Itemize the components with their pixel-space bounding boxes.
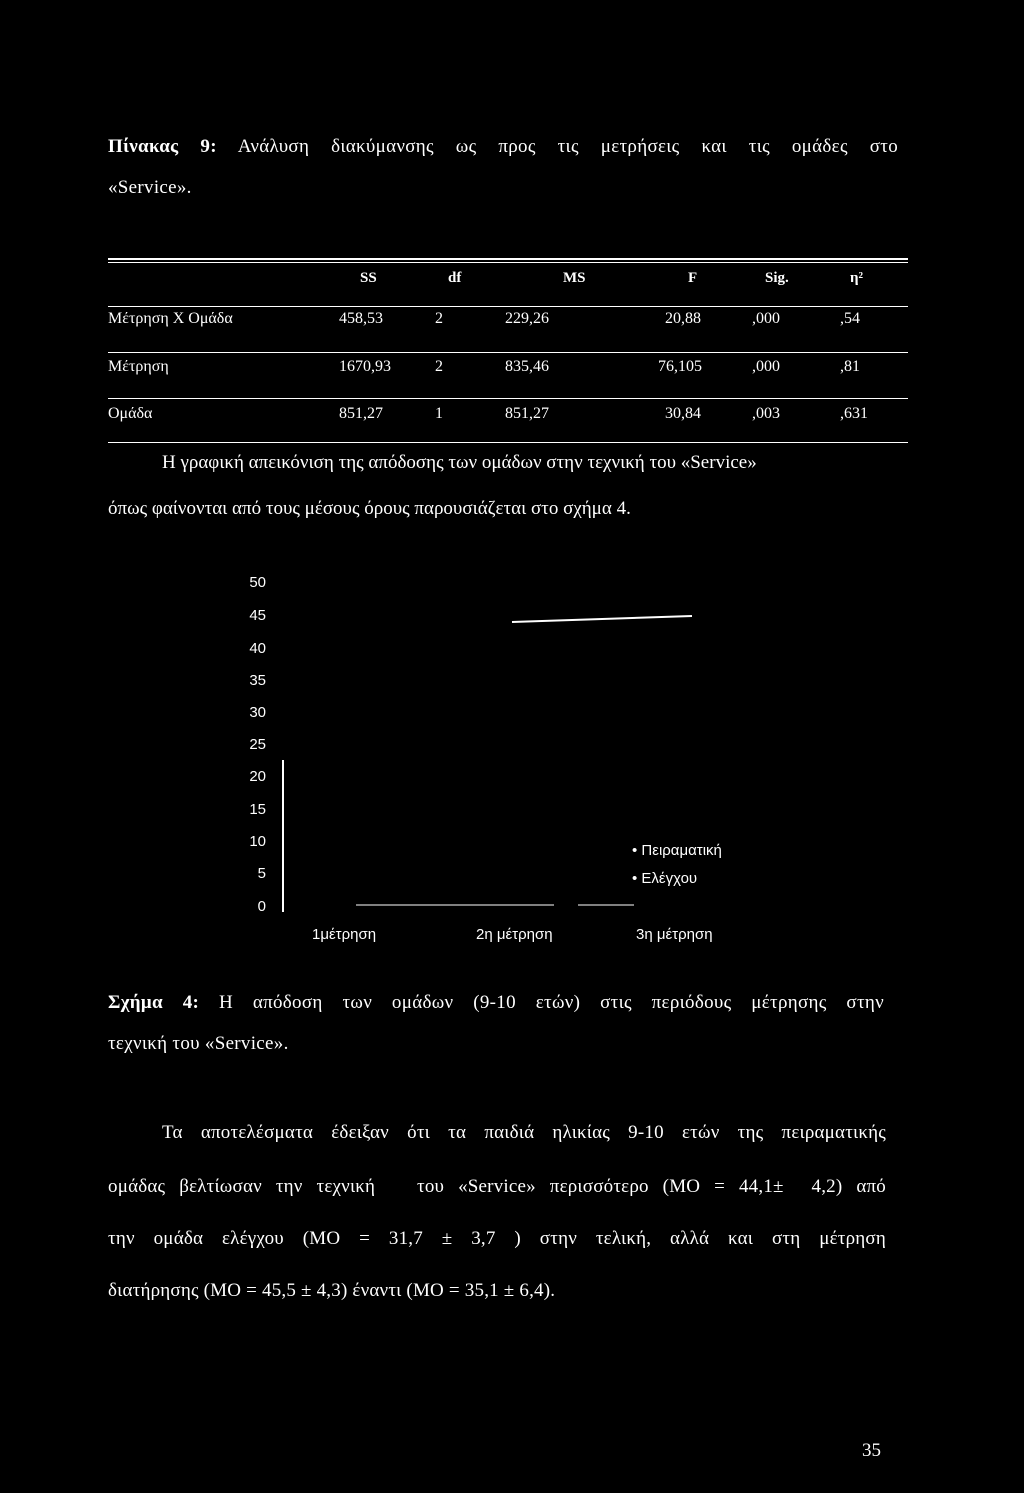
series-line-peiramatiki bbox=[512, 616, 692, 622]
cell-eta: ,631 bbox=[840, 405, 868, 422]
cell-df: 1 bbox=[435, 405, 443, 422]
header-f: F bbox=[688, 270, 698, 286]
intro-line1: Η γραφική απεικόνιση της απόδοσης των ομάδων στην τεχνική του «Service» bbox=[162, 452, 757, 473]
header-ms: MS bbox=[563, 270, 586, 286]
intro-line2: όπως φαίνονται από τους μέσους όρους παρουσιάζεται στο σχήμα 4. bbox=[108, 498, 631, 519]
page-number: 35 bbox=[862, 1440, 881, 1461]
table-top-rule-thin bbox=[108, 262, 908, 263]
cell-ss: 1670,93 bbox=[339, 358, 391, 375]
table-caption bbox=[108, 136, 898, 158]
table-row-rule bbox=[108, 398, 908, 399]
header-ss: SS bbox=[360, 270, 377, 286]
table-caption-text: Ανάλυση διακύμανσης ως προς τις μετρήσεις και τις ομάδες στο bbox=[237, 136, 898, 157]
cell-df: 2 bbox=[435, 310, 443, 327]
cell-ms: 229,26 bbox=[505, 310, 549, 327]
y-tick: 5 bbox=[257, 865, 266, 882]
figure-caption-text: Η απόδοση των ομάδων (9-10 ετών) στις περιόδους μέτρησης στην bbox=[218, 992, 885, 1013]
x-tick: 3η μέτρηση bbox=[636, 926, 713, 943]
x-tick: 1μέτρηση bbox=[312, 926, 377, 943]
figure-caption bbox=[108, 992, 884, 1014]
header-df: df bbox=[448, 270, 462, 286]
table-caption-line2: «Service». bbox=[108, 177, 192, 198]
row-label: Μέτρηση Χ Ομάδα bbox=[108, 310, 233, 327]
results-line3: την ομάδα ελέγχου (ΜΟ = 31,7 ± 3,7 ) στην τελική, αλλά και στη μέτρηση bbox=[108, 1228, 886, 1249]
y-tick: 40 bbox=[249, 640, 266, 657]
results-line1: Τα αποτελέσματα έδειξαν ότι τα παιδιά ηλικίας 9-10 ετών της πειραματικής bbox=[162, 1122, 886, 1143]
table-row-rule bbox=[108, 352, 908, 353]
table-top-rule bbox=[108, 258, 908, 260]
cell-f: 20,88 bbox=[665, 310, 701, 327]
cell-ms: 835,46 bbox=[505, 358, 549, 375]
anova-table bbox=[108, 250, 908, 445]
y-tick: 30 bbox=[249, 704, 266, 721]
row-label: Ομάδα bbox=[108, 405, 153, 422]
cell-ms: 851,27 bbox=[505, 405, 549, 422]
cell-sig: ,003 bbox=[752, 405, 780, 422]
results-line2: ομάδας βελτίωσαν την τεχνική του «Service» περισσότερο (ΜΟ = 44,1± 4,2) από bbox=[108, 1176, 886, 1197]
figure-caption-label: Σχήμα 4: bbox=[108, 992, 200, 1013]
header-sig: Sig. bbox=[765, 270, 789, 286]
results-line4: διατήρησης (ΜΟ = 45,5 ± 4,3) έναντι (ΜΟ = 35,1 ± 6,4). bbox=[108, 1280, 556, 1301]
y-tick: 20 bbox=[249, 768, 266, 785]
table-caption-label: Πίνακας 9: bbox=[108, 136, 217, 157]
y-tick: 15 bbox=[249, 801, 266, 818]
cell-f: 76,105 bbox=[658, 358, 702, 375]
y-tick: 25 bbox=[249, 736, 266, 753]
chart-canvas bbox=[236, 570, 796, 950]
x-tick: 2η μέτρηση bbox=[476, 926, 553, 943]
legend-item-elegxou: • Ελέγχου bbox=[632, 870, 698, 887]
figure-caption-line2: τεχνική του «Service». bbox=[108, 1033, 289, 1054]
y-tick: 10 bbox=[249, 833, 266, 850]
legend-label: Ελέγχου bbox=[641, 870, 698, 887]
row-label: Μέτρηση bbox=[108, 358, 169, 375]
y-tick: 35 bbox=[249, 672, 266, 689]
y-tick: 50 bbox=[249, 574, 266, 591]
cell-eta: ,54 bbox=[840, 310, 860, 327]
cell-ss: 458,53 bbox=[339, 310, 383, 327]
cell-df: 2 bbox=[435, 358, 443, 375]
cell-f: 30,84 bbox=[665, 405, 701, 422]
performance-chart bbox=[236, 570, 796, 950]
y-tick: 45 bbox=[249, 607, 266, 624]
cell-ss: 851,27 bbox=[339, 405, 383, 422]
legend-item-peiramatiki: • Πειραματική bbox=[632, 842, 722, 859]
header-eta: η² bbox=[850, 270, 864, 286]
y-tick: 0 bbox=[257, 898, 266, 915]
cell-sig: ,000 bbox=[752, 358, 780, 375]
table-header-rule bbox=[108, 306, 908, 307]
cell-sig: ,000 bbox=[752, 310, 780, 327]
table-bottom-rule bbox=[108, 442, 908, 443]
cell-eta: ,81 bbox=[840, 358, 860, 375]
legend-label: Πειραματική bbox=[641, 842, 722, 859]
